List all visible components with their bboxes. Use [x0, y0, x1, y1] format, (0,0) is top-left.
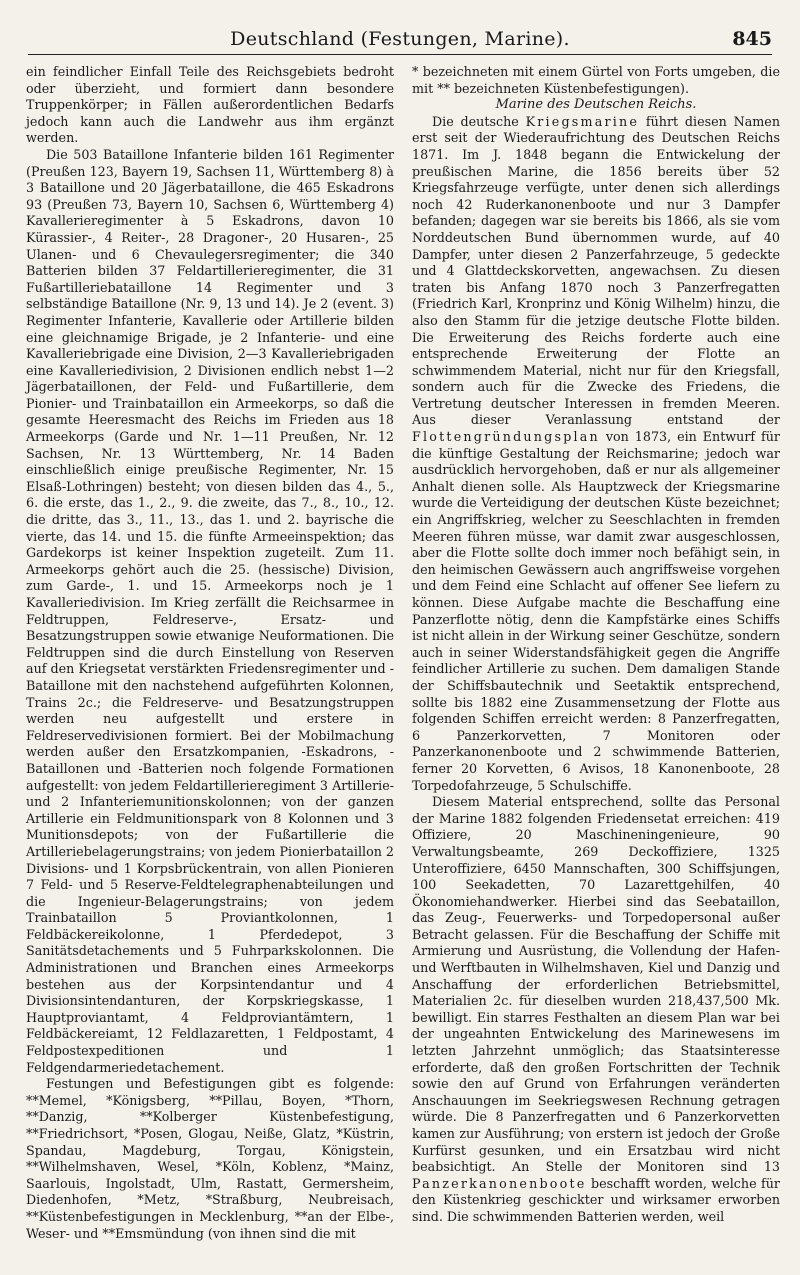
paragraph-army-organization: Die 503 Bataillone Infanterie bilden 161 Regimenter (Preußen 123, Bayern 19, Sachsen 11, Württemberg 8) à 3 Bataillone und 20 Jägerbataillone, die 465 Eskadrons 93 (Preußen 73, Bayern 10, Sachsen 6, Württemberg 4) Kavallerieregimenter à 5 Eskadrons, davon 10 Kürassier-, 4 Reiter-, 28 Dragoner-, 20 Husaren-, 25 Ulanen- und 6 Chevaulegersregimenter; die 340 Batterien bilden 37 Feldartillerieregimenter, die 31 Fußartilleriebataillone 14 Regimenter und 3 selbständige Bataillone (Nr. 9, 13 und 14). Je 2 (event. 3) Regimenter Infanterie, Kavallerie oder Artillerie bilden eine gleichnamige Brigade, je 2 Infanterie- und eine Kavalleriebrigade eine Division, 2—3 Kavalleriebrigaden eine Kavalleriedivision, 2 Divisionen endlich nebst 1—2 Jägerbataillonen, der Feld- und Fußartillerie, dem Pionier- und Trainbataillon ein Armeekorps, so daß die gesamte Heeresmacht des Reichs im Frieden aus 18 Armeekorps (Garde und Nr. 1—11 Preußen, Nr. 12 Sachsen, Nr. 13 Württemberg, Nr. 14 Baden einschließlich einige preußische Regimenter, Nr. 15 Elsaß-Lothringen) besteht; von diesen bilden das 4., 5., 6. die erste, das 1., 2., 9. die zweite, das 7., 8., 10., 12. die dritte, das 3., 11., 13., das 1. und 2. bayrische die vierte, das 14. und 15. die fünfte Armeeinspektion; das Gardekorps ist keiner Inspektion zugeteilt. Zum 11. Armeekorps gehört auch die 25. (hessische) Division, zum Garde-, 1. und 15. Armeekorps noch je 1 Kavalleriedivision. Im Krieg zerfällt die Reichsarmee in Feldtruppen, Feldreserve-, Ersatz- und Besatzungstruppen sowie etwanige Neuformationen. Die Feldtruppen sind die durch Einstellung von Reserven auf den Kriegsetat verstärkten Friedensregimenter und -Bataillone mit den nachstehend aufgeführten Kolonnen, Trains 2c.; die Feldreserve- und Besatzungstruppen werden neu aufgestellt und erstere in Feldreservedivisionen formiert. Bei der Mobilmachung werden außer den Ersatzkompanien, -Eskadrons, -Bataillonen und -Batterien noch folgende Formationen aufgestellt: von jedem Feldartillerieregiment 3 Artillerie- und 2 Infanteriemunitionskolonnen; von der ganzen Artillerie ein Feldmunitionspark von 8 Kolonnen und 3 Munitionsdepots; von der Fußartillerie die Artilleriebelagerungstrains; von jedem Pionierbataillon 2 Divisions- und 1 Korpsbrückentrain, von allen Pionieren 7 Feld- und 5 Reserve-Feldtelegraphenabteilungen und die Ingenieur-Belagerungstrains; von jedem Trainbataillon 5 Proviantkolonnen, 1 Feldbäckereikolonne, 1 Pferdedepot, 3 Sanitätsdetachements und 5 Fuhrparkskolonnen. Die Administrationen und Branchen eines Armeekorps bestehen aus der Korpsintendantur und 4 Divisionsintendanturen, der Korpskriegskasse, 1 Hauptproviantamt, 4 Feldproviantämtern, 1 Feldbäckereiamt, 12 Feldlazaretten, 1 Feldpostamt, 4 Feldpostexpeditionen und 1 Feldgendarmeriedetachement.	[26, 146, 394, 1075]
term-panzerkanonenboote: Panzerkanonenboote	[412, 1175, 587, 1191]
text-run: von 1873, ein Entwurf für die künftige Gestaltung der Reichsmarine; jedoch war ausdrücklich hervorgehoben, daß er nur als allgemeiner Anhalt dienen solle. Als Hauptzweck der Kriegsmarine wurde die Verteidigung der deutschen Küste bezeichnet; ein Angriffskrieg, welcher zu Seeschlachten in fremden Meeren führen müsse, war damit zwar ausgeschlossen, aber die Flotte sollte doch immer noch befähigt sein, in den heimischen Gewässern auch angriffsweise vorgehen und dem Feind eine Schlacht auf offener See liefern zu können. Diese Aufgabe machte die Beschaffung eine Panzerflotte nötig, denn die Kampfstärke eines Schiffs ist nicht allein in der Wirkung seiner Geschütze, sondern auch in seiner Widerstandsfähigkeit gegen die Angriffe feindlicher Artillerie zu suchen. Dem damaligen Stande der Schiffsbautechnik und Seetaktik entsprechend, sollte bis 1882 eine Zusammensetzung der Flotte aus folgenden Schiffen erreicht werden: 8 Panzerfregatten, 6 Panzerkorvetten, 7 Monitoren oder Panzerkanonenboote und 2 schwimmende Batterien, ferner 20 Korvetten, 6 Avisos, 18 Kanonenboote, 28 Torpedofahrzeuge, 5 Schulschiffe.	[412, 429, 780, 793]
page-number: 845	[732, 28, 772, 50]
paragraph-fortress-note: * bezeichneten mit einem Gürtel von Forts umgeben, die mit ** bezeichneten Küstenbefestigungen).	[412, 64, 780, 96]
text-run: Die deutsche	[432, 113, 526, 129]
right-column	[412, 64, 780, 1226]
text-run: Diesem Material entsprechend, sollte das Personal der Marine 1882 folgenden Friedensetat erreichen: 419 Offiziere, 20 Maschineningenieure, 90 Verwaltungsbeamte, 269 Deckoffiziere, 1325 Unteroffiziere, 6450 Mannschaften, 300 Schiffsjungen, 100 Seekadetten, 70 Lazarettgehilfen, 40 Ökonomiehandwerker. Hierbei sind das Seebataillon, das Zeug-, Feuerwerks- und Torpedopersonal außer Betracht gelassen. Für die Beschaffung der Schiffe mit Armierung und Ausrüstung, die Vollendung der Hafen- und Werftbauten in Wilhelmshaven, Kiel und Danzig und Anschaffung der erforderlichen Betriebsmittel, Materialien 2c. für dieselben wurden 218,437,500 Mk. bewilligt. Ein starres Festhalten an diesem Plan war bei der ungeahnten Entwickelung des Marinewesens im letzten Jahrzehnt unmöglich; das Staatsinteresse erforderte, daß den großen Fortschritten der Technik sowie den auf Grund von Erfahrungen veränderten Anschauungen im Seekriegswesen Rechnung getragen würde. Die 8 Panzerfregatten und 6 Panzerkorvetten kamen zur Ausführung; von erstern ist jedoch der Große Kurfürst gesunken, und ein Ersatzbau wird nicht beabsichtigt. An Stelle der Monitoren sind 13	[412, 794, 780, 1175]
text-run: führt diesen Namen erst seit der Wiederaufrichtung des Deutschen Reichs 1871. Im J. 1848 begann die Entwickelung der preußischen Marine, die 1856 bereits über 52 Kriegsfahrzeuge verfügte, unter denen sich allerdings noch 42 Ruderkanonenboote und nur 3 Dampfer befanden; dagegen war sie bereits bis 1866, als sie vom Norddeutschen Bund übernommen wurde, auf 40 Dampfer, unter diesen 2 Panzerfahrzeuge, 5 gedeckte und 4 Glattdeckskorvetten, angewachsen. Zu diesen traten bis Anfang 1870 noch 3 Panzerfregatten (Friedrich Karl, Kronprinz und König Wilhelm) hinzu, die also den Stamm für die jetzige deutsche Flotte bilden. Die Erweiterung des Reichs forderte auch eine entsprechende Erweiterung der Flotte an schwimmendem Material, nicht nur für den Kriegsfall, sondern auch für die Zwecke des Friedens, die Vertretung deutscher Interessen in fremden Meeren. Aus dieser Veranlassung entstand der	[412, 113, 780, 428]
term-flottengruendungsplan: Flottengründungsplan	[412, 429, 600, 445]
term-kriegsmarine: Kriegsmarine	[525, 113, 640, 129]
paragraph-navy-personnel	[412, 794, 780, 1225]
running-header	[28, 28, 772, 55]
paragraph-fortresses: Festungen und Befestigungen gibt es folgende: **Memel, *Königsberg, **Pillau, Boyen, *Thorn, **Danzig, **Kolberger Küstenbefestigung, **Friedrichsort, *Posen, Glogau, Neiße, Glatz, *Küstrin, Spandau, Magdeburg, Torgau, Königstein, **Wilhelmshaven, Wesel, *Köln, Koblenz, *Mainz, Saarlouis, Ingolstadt, Ulm, Rastatt, Germersheim, Diedenhofen, *Metz, *Straßburg, Neubreisach, **Küstenbefestigungen in Mecklenburg, **an der Elbe-, Weser- und **Emsmündung (von ihnen sind die mit	[26, 1076, 394, 1241]
paragraph-navy-history	[412, 114, 780, 794]
text-run: beschafft worden, welche für den Küstenkrieg geschickter und wirksamer erworben sind. Die schwimmenden Batterien werden, weil	[412, 1175, 780, 1224]
running-title: Deutschland (Festungen, Marine).	[230, 28, 570, 50]
paragraph-landwehr-end: ein feindlicher Einfall Teile des Reichsgebiets bedroht oder überzieht, und formiert dann besondere Truppenkörper; in Fällen außerordentlichen Bedarfs jedoch kann auch die Landwehr aus ihm ergänzt werden.	[26, 64, 394, 146]
section-heading-marine: Marine des Deutschen Reichs.	[495, 97, 697, 113]
left-column	[26, 64, 394, 1242]
